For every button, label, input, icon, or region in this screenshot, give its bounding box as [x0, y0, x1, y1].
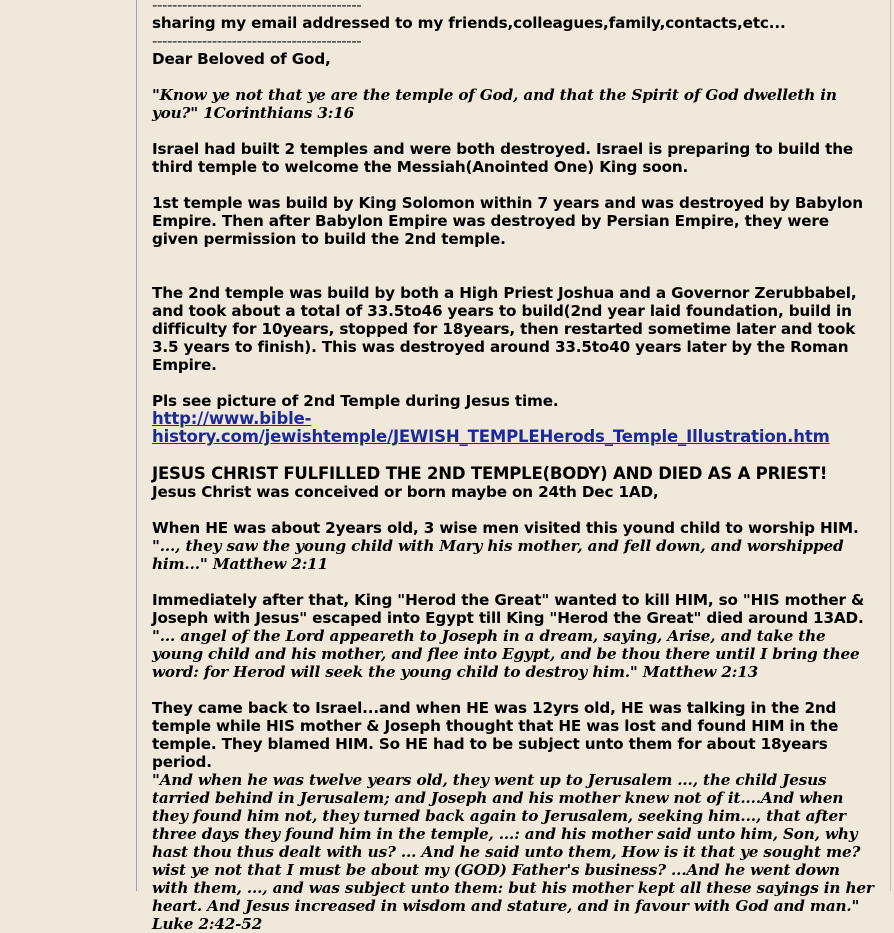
- email-body: [152, 0, 880, 933]
- paragraph-first-temple: 1st temple was build by King Solomon within 7 years and was destroyed by Babylon Empire. Then after Babylon Empire was destroyed by Persian Empire, they were given permission to build the 2nd temple.: [152, 194, 863, 248]
- paragraph-herod: Immediately after that, King "Herod the Great" wanted to kill HIM, so "HIS mother & Joseph with Jesus" escaped into Egypt till King "Herod the Great" died around 13AD.: [152, 591, 865, 627]
- temple-illustration-link[interactable]: [152, 410, 880, 446]
- greeting: Dear Beloved of God,: [152, 50, 331, 68]
- scripture-quote-2: "..., they saw the young child with Mary his mother, and fell down, and worshipped him..." Matthew 2:11: [152, 537, 844, 573]
- paragraph-temples: Israel had built 2 temples and were both destroyed. Israel is preparing to build the third temple to welcome the Messiah(Anointed One) King soon.: [152, 140, 854, 176]
- intro-text: sharing my email addressed to my friends,colleagues,family,contacts,etc...: [152, 14, 786, 32]
- paragraph-twelve-years: They came back to Israel...and when HE was 12yrs old, HE was talking in the 2nd temple while HIS mother & Joseph thought that HE was lost and found HIM in the temple. They blamed HIM. So HE had to be subject unto them for about 18years period.: [152, 699, 839, 771]
- divider-bottom: ------------------------------------------: [152, 32, 362, 50]
- link-line-1[interactable]: http://www.bible-: [152, 409, 312, 428]
- right-border: [890, 0, 891, 891]
- scripture-quote-4: "And when he was twelve years old, they went up to Jerusalem ..., the child Jesus tarried behind in Jerusalem; and Joseph and his mother knew not of it....And when they found him not, they turned back again to Jerusalem, seeking him..., that after three days they found him in the temple, ...: and his mother said unto him, Son, why hast thou thus dealt with us? ... And he said unto them, How is it that ye sought me? wist ye not that I must be about my (GOD) Father's business? ...And he went down with them, ..., and was subject unto them: but his mother kept all these sayings in her heart. And Jesus increased in wisdom and stature, and in favour with God and man." Luke 2:42-52: [152, 771, 874, 933]
- scripture-quote-3: "... angel of the Lord appeareth to Joseph in a dream, saying, Arise, and take the young child and his mother, and flee into Egypt, and be thou there until I bring thee word: for Herod will seek the young child to destroy him." Matthew 2:13: [152, 627, 860, 681]
- link-line-2[interactable]: history.com/jewishtemple/JEWISH_TEMPLEHerods_Temple_Illustration.htm: [152, 427, 830, 446]
- paragraph-second-temple: The 2nd temple was build by both a High Priest Joshua and a Governor Zerubbabel, and took about a total of 33.5to46 years to build(2nd year laid foundation, build in difficulty for 10years, stopped for 18years, then restarted sometime later and took 3.5 years to finish). This was destroyed around 33.5to40 years later by the Roman Empire.: [152, 284, 857, 374]
- paragraph-picture: Pls see picture of 2nd Temple during Jesus time.: [152, 392, 559, 410]
- left-gutter: [0, 0, 136, 891]
- scripture-quote-1: "Know ye not that ye are the temple of God, and that the Spirit of God dwelleth in you?" 1Corinthians 3:16: [152, 86, 837, 122]
- left-border: [136, 0, 137, 891]
- paragraph-wise-men: When HE was about 2years old, 3 wise men visited this yound child to worship HIM.: [152, 519, 859, 537]
- paragraph-birth: Jesus Christ was conceived or born maybe on 24th Dec 1AD,: [152, 483, 659, 501]
- divider-top: ------------------------------------------: [152, 0, 362, 14]
- section-heading: JESUS CHRIST FULFILLED THE 2ND TEMPLE(BODY) AND DIED AS A PRIEST!: [152, 464, 828, 483]
